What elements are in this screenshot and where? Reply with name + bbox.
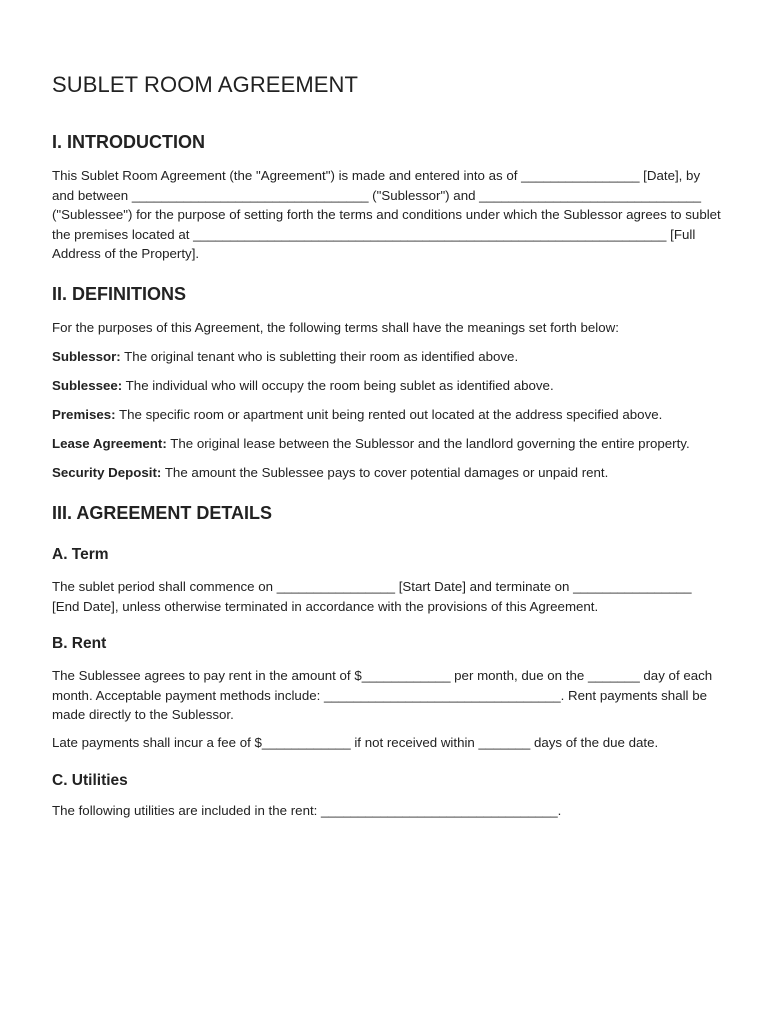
definition-term: Sublessee: (52, 378, 123, 394)
definition-text: The original lease between the Sublessor and the landlord governing the entire property. (166, 436, 690, 452)
definition-sublessor (52, 347, 722, 367)
utilities-heading: C. Utilities (52, 771, 128, 789)
definition-text: The specific room or apartment unit being rented out located at the address specified above. (115, 407, 663, 423)
definitions-list (52, 347, 722, 483)
rent-heading: B. Rent (52, 635, 107, 653)
definition-term: Sublessor: (52, 349, 121, 365)
term-paragraph: The sublet period shall commence on ________________ [Start Date] and terminate on ________________ [End Date], unless otherwise terminated in accordance with the provisions of this Agreement. (52, 579, 692, 614)
definition-text: The individual who will occupy the room being sublet as identified above. (122, 378, 554, 394)
definition-lease-agreement (52, 434, 722, 454)
agreement-details-heading: III. AGREEMENT DETAILS (52, 503, 273, 524)
definition-sublessee (52, 376, 722, 396)
rent-paragraph: The Sublessee agrees to pay rent in the amount of $____________ per month, due on the _______ day of each month. Acceptable payment methods include: ________________________________. Rent payments shall be made directly to the Sublessor. (52, 668, 713, 723)
term-heading: A. Term (52, 546, 109, 564)
definition-term: Premises: (52, 407, 116, 423)
definition-text: The amount the Sublessee pays to cover potential damages or unpaid rent. (161, 465, 609, 481)
late-payment-paragraph: Late payments shall incur a fee of $____________ if not received within _______ days of the due date. (52, 735, 659, 750)
document-body (52, 70, 722, 820)
document-title: SUBLET ROOM AGREEMENT (52, 72, 359, 97)
utilities-paragraph: The following utilities are included in the rent: ________________________________. (52, 802, 562, 818)
definition-security-deposit (52, 463, 722, 483)
definition-term: Lease Agreement: (52, 436, 167, 452)
definitions-intro: For the purposes of this Agreement, the following terms shall have the meanings set forth below: (52, 319, 619, 335)
introduction-paragraph: This Sublet Room Agreement (the "Agreement") is made and entered into as of ________________ [Date], by and between ________________________________ ("Sublessor") and ______________________________ ("Sublessee") for the purpose of setting forth the terms and conditions under which the Sublessor agrees to sublet the premises located at ________________________________________________________________ [Full Address of the Property]. (52, 168, 721, 262)
definitions-heading: II. DEFINITIONS (52, 283, 187, 304)
introduction-heading: I. INTRODUCTION (52, 132, 205, 152)
definition-text: The original tenant who is subletting their room as identified above. (120, 349, 519, 365)
definition-term: Security Deposit: (52, 465, 162, 481)
definition-premises (52, 405, 722, 425)
